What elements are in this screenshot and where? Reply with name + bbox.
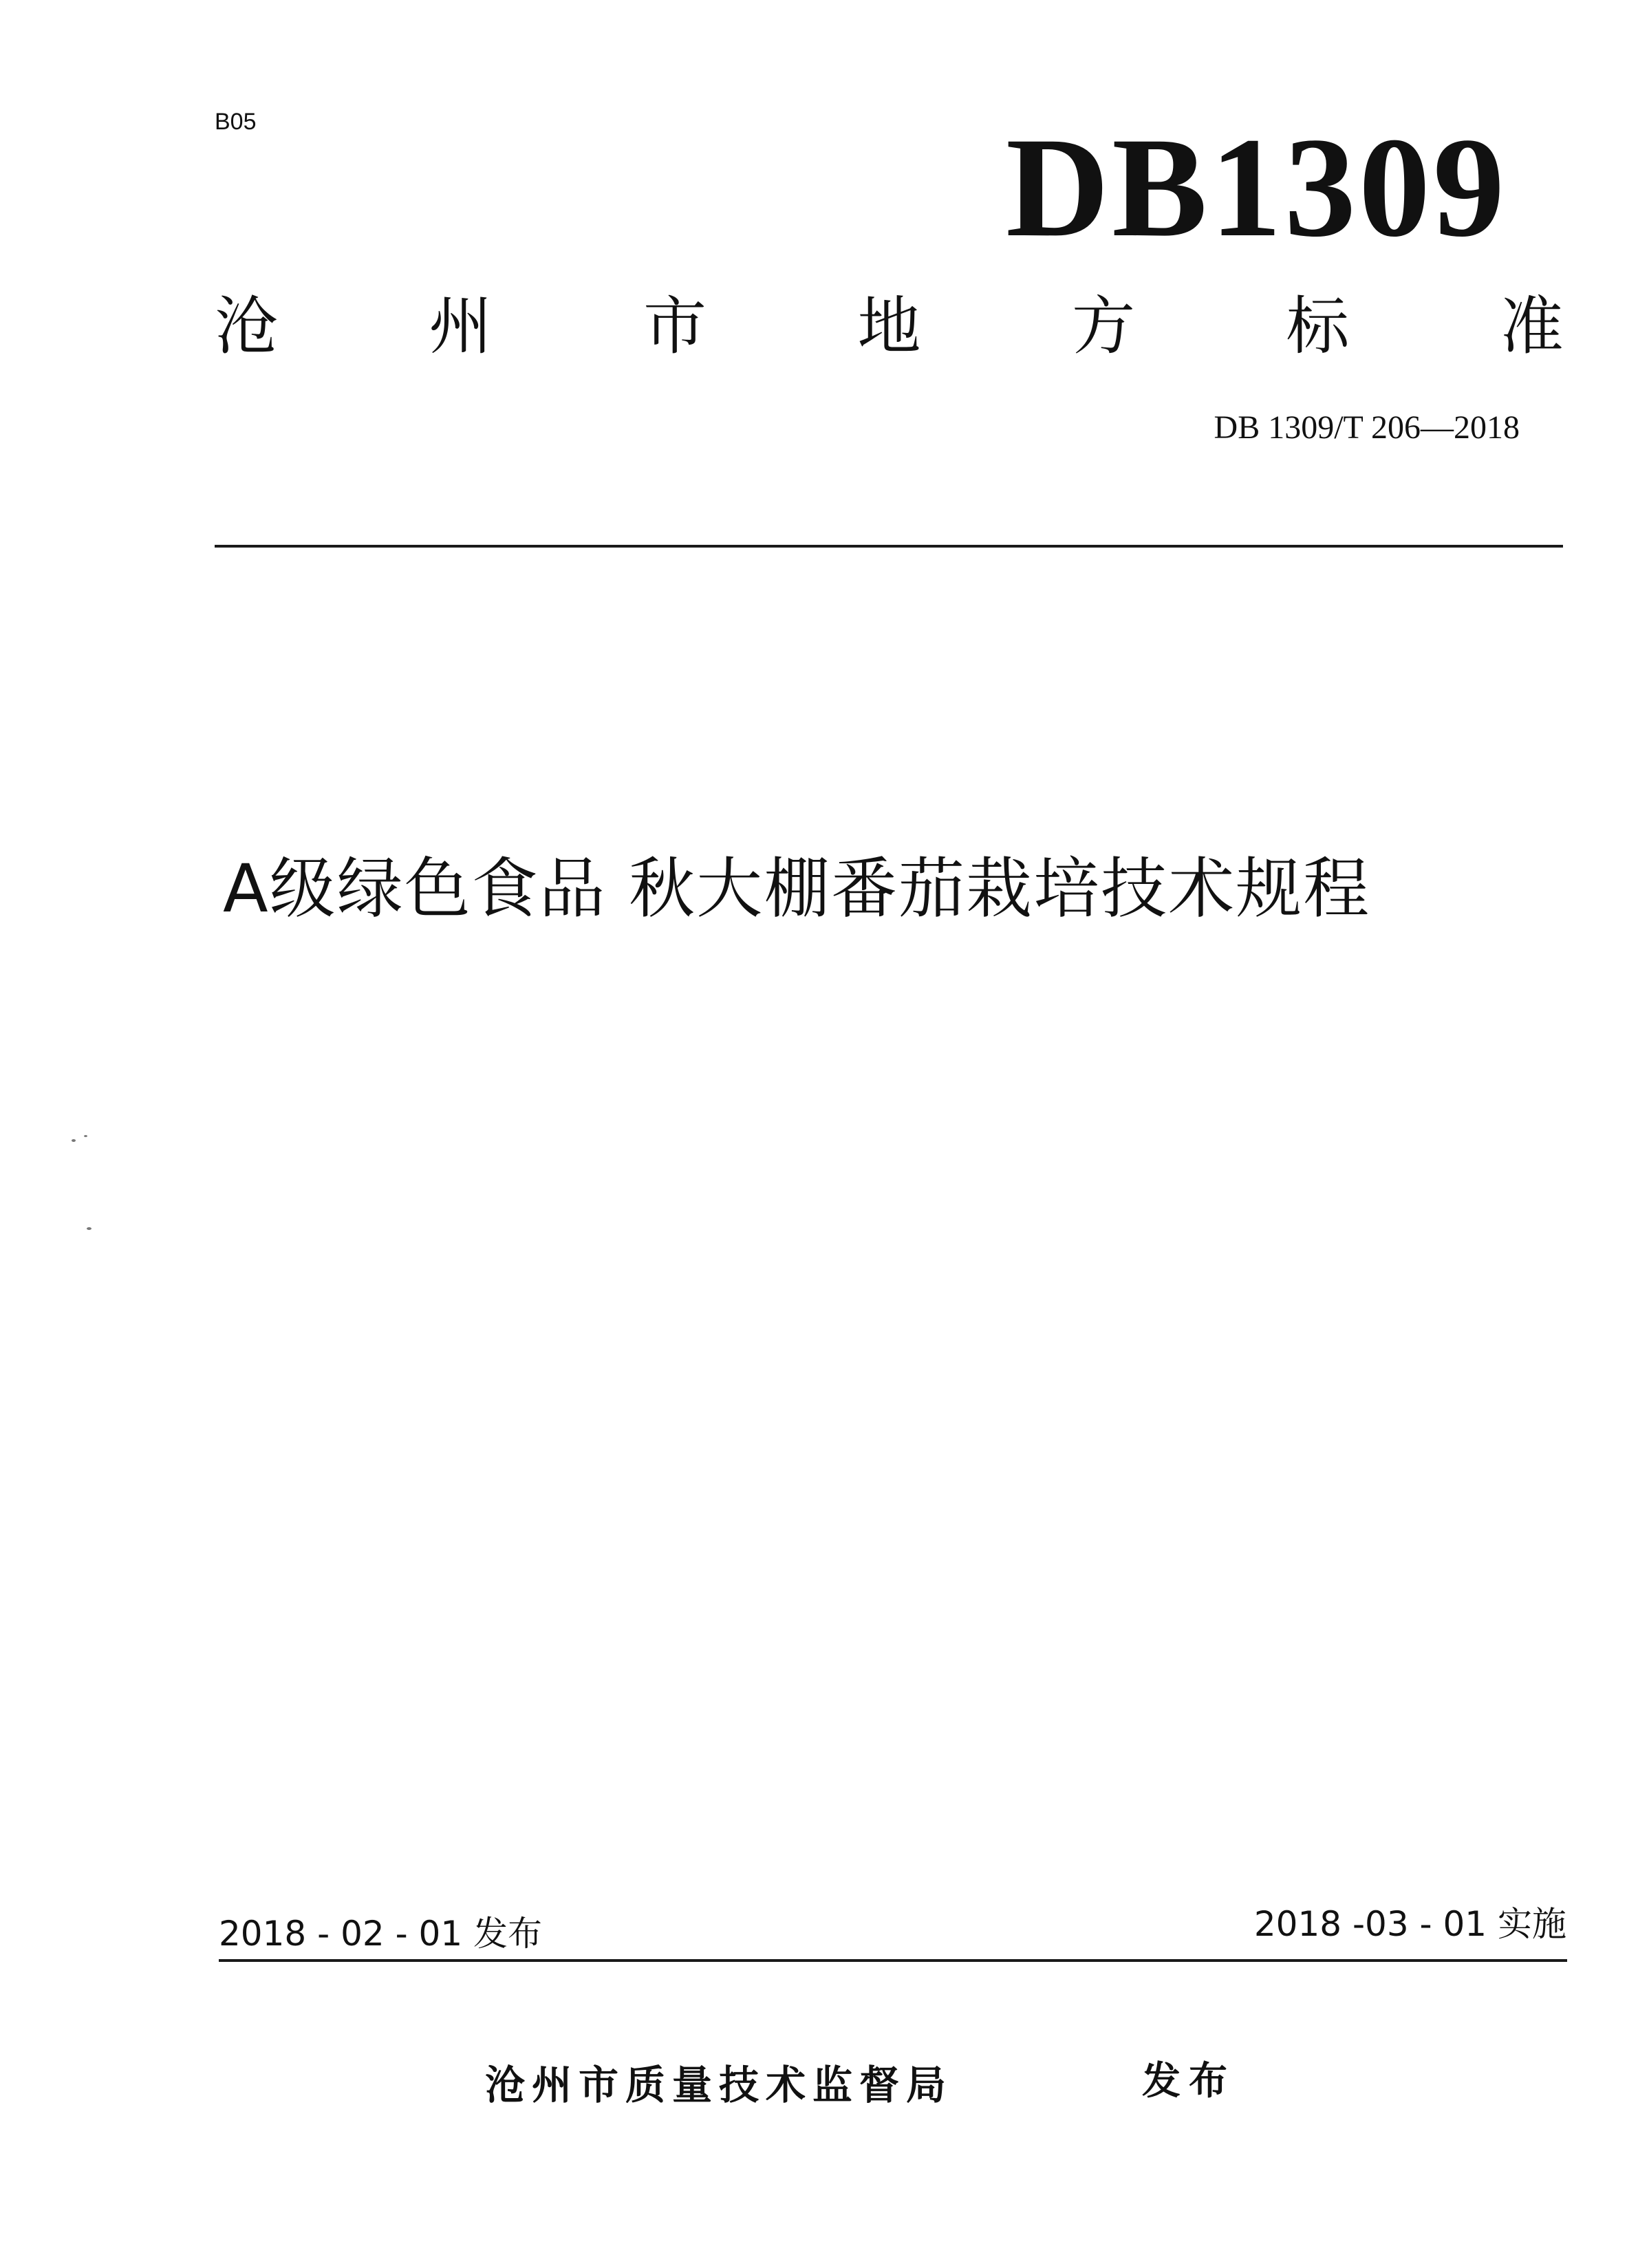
classification-code: B05 — [215, 109, 257, 135]
standard-type-char: 地 — [857, 290, 921, 363]
document-title: A级绿色食品 秋大棚番茄栽培技术规程 — [223, 850, 1371, 927]
issue-date: 2018 - 02 - 01 发布 — [219, 1914, 543, 1954]
standard-type-char: 沧 — [215, 290, 279, 363]
date-divider — [219, 1959, 1567, 1962]
standard-type-char: 市 — [643, 290, 707, 363]
standard-type-heading — [215, 289, 1564, 365]
header-divider — [215, 545, 1563, 548]
scan-speck — [84, 1135, 87, 1137]
scan-speck — [87, 1227, 91, 1230]
effective-date: 2018 -03 - 01 实施 — [1253, 1904, 1566, 1944]
publish-action: 发布 — [1142, 2059, 1236, 2104]
standard-number: DB 1309/T 206—2018 — [1214, 409, 1520, 446]
publisher-name: 沧州市质量技术监督局 — [485, 2062, 953, 2108]
standard-type-char: 标 — [1286, 290, 1350, 363]
standard-type-char: 州 — [429, 290, 493, 363]
scan-speck — [72, 1139, 76, 1142]
standard-type-char: 方 — [1071, 290, 1135, 363]
standard-type-char: 准 — [1500, 290, 1564, 363]
standard-code-large: DB1309 — [1006, 108, 1507, 266]
